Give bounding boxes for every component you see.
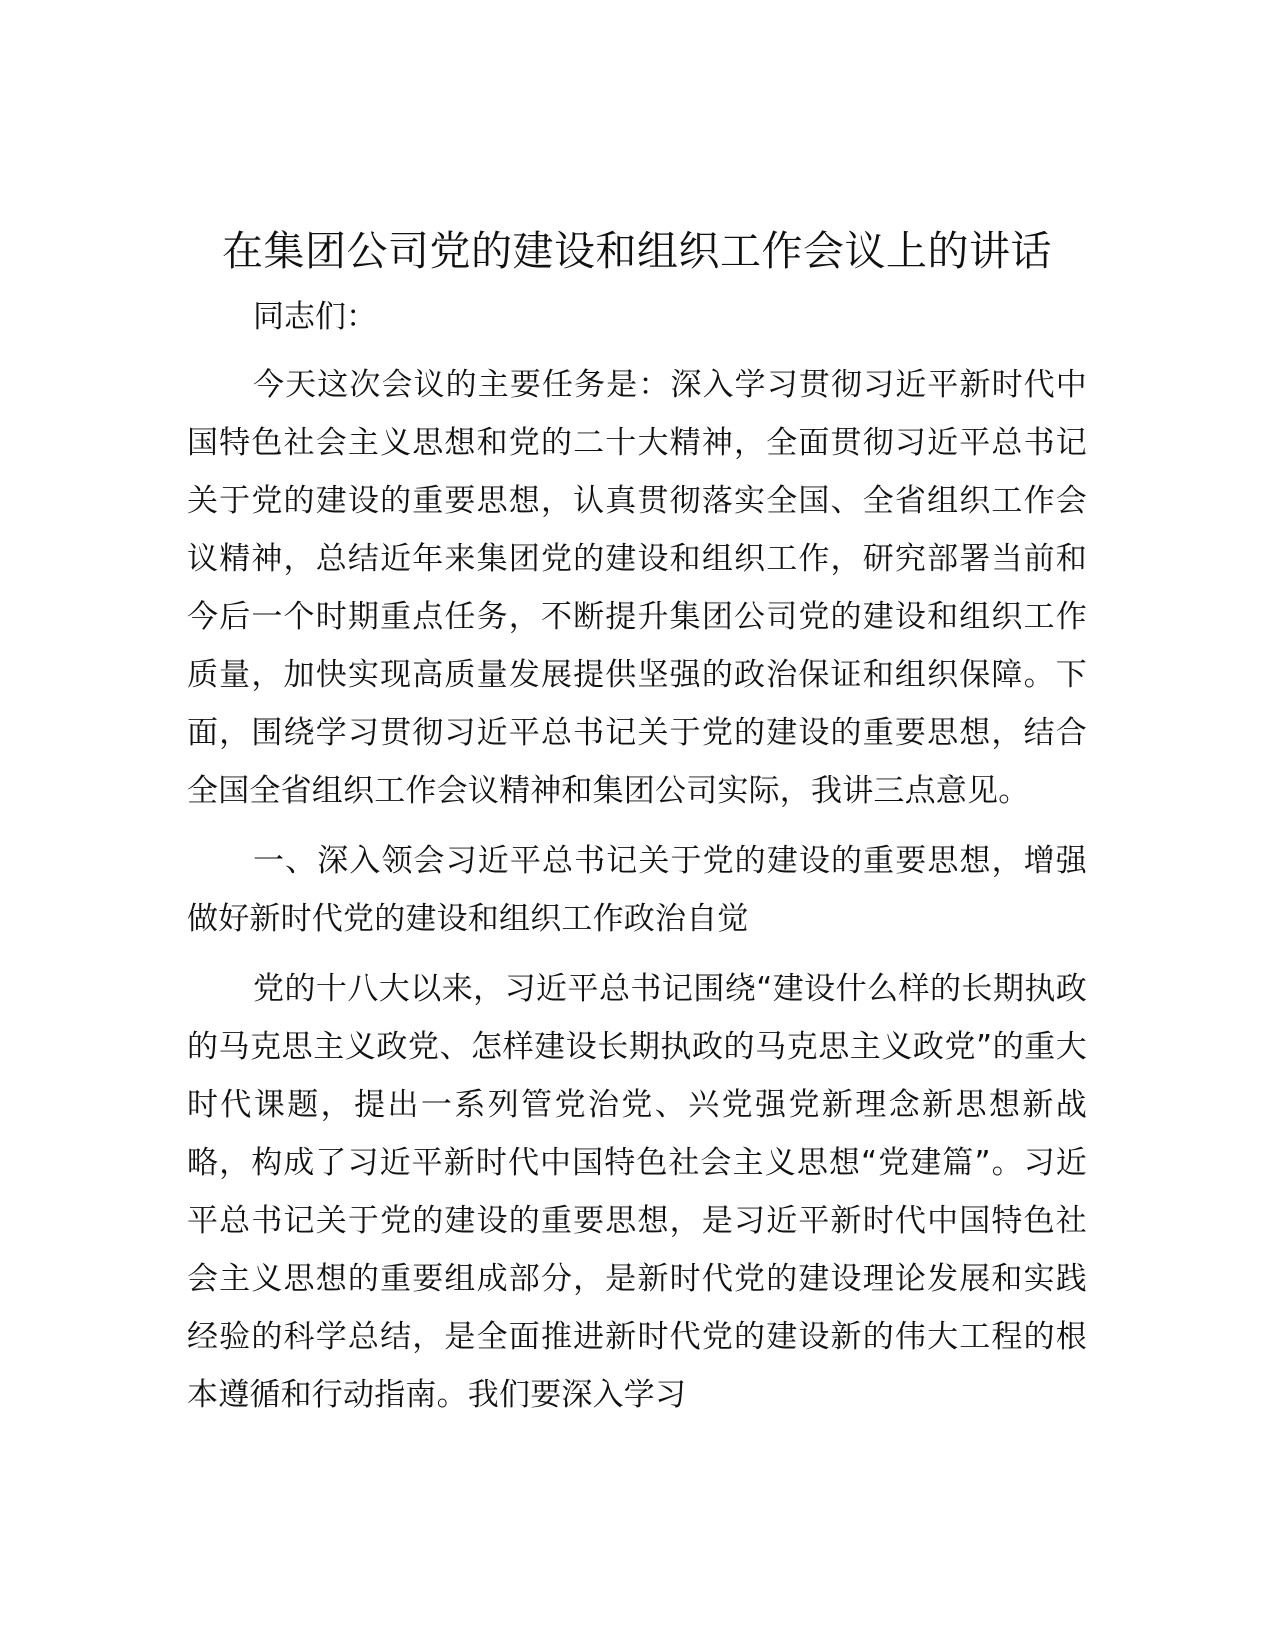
document-title: 在集团公司党的建设和组织工作会议上的讲话 bbox=[222, 227, 1052, 275]
paragraph-intro: 今天这次会议的主要任务是：深入学习贯彻习近平新时代中国特色社会主义思想和党的二十大精神，全面贯彻习近平总书记关于党的建设的重要思想，认真贯彻落实全国、全省组织工作会议精神，总结近年来集团党的建设和组织工作，研究部署当前和今后一个时期重点任务，不断提升集团公司党的建设和组织工作质量，加快实现高质量发展提供坚强的政治保证和组织保障。下面，围绕学习贯彻习近平总书记关于党的建设的重要思想，结合全国全省组织工作会议精神和集团公司实际，我讲三点意见。 bbox=[187, 367, 1087, 809]
section-heading-one: 一、深入领会习近平总书记关于党的建设的重要思想，增强做好新时代党的建设和组织工作政治自觉 bbox=[187, 843, 1087, 937]
paragraph-section-one: 党的十八大以来，习近平总书记围绕“建设什么样的长期执政的马克思主义政党、怎样建设长期执政的马克思主义政党”的重大时代课题，提出一系列管党治党、兴党强党新理念新思想新战略，构成了习近平新时代中国特色社会主义思想“党建篇”。习近平总书记关于党的建设的重要思想，是习近平新时代中国特色社会主义思想的重要组成部分，是新时代党的建设理论发展和实践经验的科学总结，是全面推进新时代党的建设新的伟大工程的根本遵循和行动指南。我们要深入学习 bbox=[187, 971, 1087, 1413]
salutation: 同志们： bbox=[253, 299, 377, 335]
document-body bbox=[187, 222, 1087, 1424]
